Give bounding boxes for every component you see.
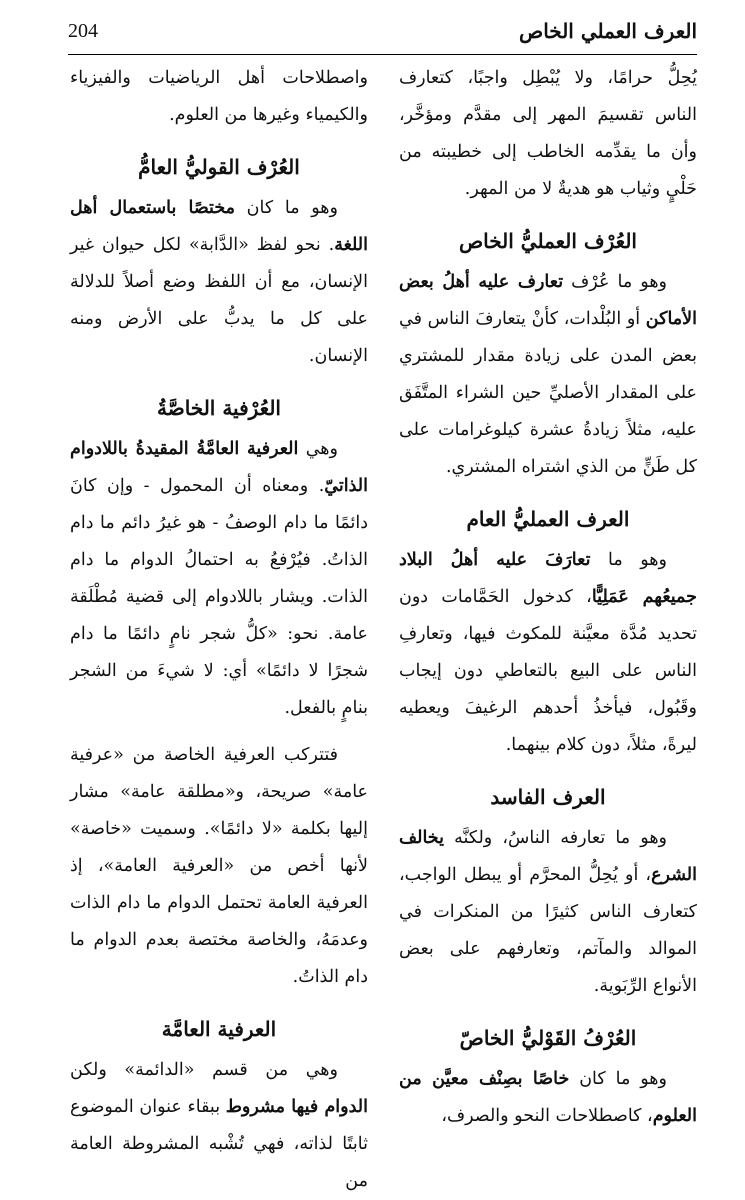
bold-term: الدوام فيها مشروط bbox=[225, 1097, 368, 1117]
bold-term: العرفية العامَّةُ المقيدةُ باللادوام الذاتيّ bbox=[70, 439, 368, 496]
bold-term: تعارَفَ عليه أهلُ البلاد جميعُهم عَمَلِيًّا bbox=[399, 550, 697, 607]
paragraph-text: وهو ما تعارفه الناسُ، ولكنَّه bbox=[443, 828, 667, 848]
paragraph-text: ببقاء عنوان الموضوع ثابتًا لذاته، فهي تُشْبه المشروطة العامة من bbox=[70, 1097, 368, 1191]
paragraph bbox=[399, 1061, 697, 1135]
paragraph-text: . ومعناه أن المحمول - وإن كانَ دائمًا ما دام الوصفُ - هو غيرُ دائم ما دام الذاتُ. فيُرْفعُ به احتمالُ الدوام ما دام الذات. ويشار باللادوام إلى قضية مُطْلَقة عامة. نحو: «كلُّ شجر نامٍ دائمًا ما دام شجرًا لا دائمًا» أي: لا شيءَ من الشجر بنامٍ بالفعل. bbox=[70, 476, 368, 718]
paragraph bbox=[70, 431, 368, 727]
paragraph-text: ، كدخول الحَمَّامات دون تحديد مُدَّة معيَّنة للمكوث فيها، وتعارفِ الناس على البيع بالتعاطي دون إيجاب وقَبُول، فيأخذُ أحدهم الرغيفَ ويعطيه ليرةً، مثلاً، دون كلام بينهما. bbox=[399, 587, 697, 755]
paragraph-text: وهي bbox=[298, 439, 338, 459]
paragraph-text: . نحو لفظ «الدَّابة» لكل حيوان غير الإنسان، مع أن اللفظ وضع أصلاً للدلالة على كل ما يدبُّ على الأرض ومنه الإنسان. bbox=[70, 235, 368, 366]
paragraph-text: وهو ما كان bbox=[234, 198, 338, 218]
paragraph-text: وهو ما عُرْف bbox=[563, 272, 667, 292]
paragraph-text: ، كاصطلاحات النحو والصرف، bbox=[441, 1106, 653, 1126]
bold-term: مختصًا باستعمال أهل اللغة bbox=[70, 198, 368, 255]
paragraph: واصطلاحات أهل الرياضيات والفيزياء والكيمياء وغيرها من العلوم. bbox=[70, 68, 368, 125]
page-header bbox=[68, 16, 697, 55]
bold-term: يخالف الشرع bbox=[399, 828, 697, 885]
bold-term: خاصًا بصِنْف معيَّن من العلوم bbox=[399, 1069, 697, 1126]
paragraph-text: وهو ما كان bbox=[569, 1069, 667, 1089]
paragraph bbox=[399, 820, 697, 1005]
paragraph-text: وهي من قسم «الدائمة» ولكن bbox=[70, 1060, 338, 1080]
section-heading: العرف الفاسد bbox=[490, 785, 606, 809]
paragraph: يُحِلُّ حرامًا، ولا يُبْطِل واجبًا، كتعارف الناس تقسيمَ المهر إلى مقدَّم ومؤخَّر، وأن ما يقدِّمه الخاطب إلى خطيبته من حَلْيٍ وثياب هو هديةٌ لا من المهر. bbox=[399, 68, 697, 199]
paragraph bbox=[399, 264, 697, 486]
paragraph-text: وهو ما bbox=[590, 550, 667, 570]
page-number: 204 bbox=[68, 20, 98, 42]
paragraph bbox=[70, 190, 368, 375]
left-column bbox=[70, 60, 368, 1200]
section-heading: العُرْف القوليُّ العامُّ bbox=[138, 155, 300, 179]
paragraph-text: أو البُلْدات، كأنْ يتعارفَ الناس في بعض المدن على زيادة مقدار للمشتري على المقدار الأصليِّ حين الشراء المتَّفَق عليه، مثلاً زيادةُ عشرة كيلوغرامات على كل طَنٍّ من الذي اشتراه المشتري. bbox=[399, 309, 697, 477]
paragraph bbox=[399, 542, 697, 764]
section-heading: العرفية العامَّة bbox=[161, 1017, 277, 1041]
bold-term: تعارف عليه أهلُ بعض الأماكن bbox=[399, 272, 697, 329]
section-heading: العُرْفية الخاصَّةُ bbox=[157, 396, 281, 420]
section-heading: العُرْفُ القَوْليُّ الخاصّ bbox=[459, 1026, 637, 1050]
paragraph-text: ، أو يُحِلُّ المحرَّم أو يبطل الواجب، كتعارف الناس كثيرًا من المنكرات في الموالد والمآتم، وتعارفهم على بعض الأنواع الرِّبَوية. bbox=[399, 865, 697, 996]
running-title: العرف العملي الخاص bbox=[519, 19, 697, 43]
paragraph bbox=[70, 1052, 368, 1200]
right-column bbox=[399, 60, 697, 1135]
section-heading: العرف العمليُّ العام bbox=[466, 507, 630, 531]
section-heading: العُرْف العمليُّ الخاص bbox=[459, 229, 637, 253]
paragraph: فتتركب العرفية الخاصة من «عرفية عامة» صريحة، و«مطلقة عامة» مشار إليها بكلمة «لا دائمًا». وسميت «خاصة» لأنها أخص من «العرفية العامة»، إذ العرفية العامة تحتمل الدوام ما دام الذات وعدمَهُ، والخاصة مختصة بعدم الدوام ما دام الذاتُ. bbox=[70, 745, 368, 987]
